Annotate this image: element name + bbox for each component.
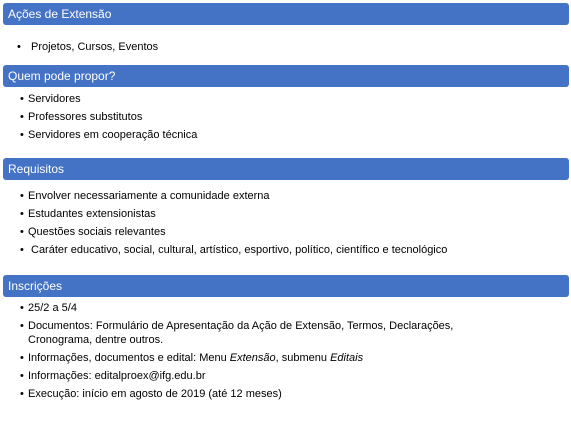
bullet: • [17, 41, 21, 53]
list-item-text: Documentos: Formulário de Apresentação da Ação de Extensão, Termos, Declarações, Cronograma, dentre outros. [28, 320, 454, 346]
list-item-text: Questões sociais relevantes [28, 226, 166, 238]
list-item [20, 90, 197, 108]
menu-name-emphasis: Extensão [229, 352, 276, 364]
list-item [20, 299, 540, 317]
section-header-requisitos [3, 158, 569, 180]
list-item-text: Caráter educativo, social, cultural, artístico, esportivo, político, científico e tecnológico [31, 244, 448, 256]
section-header-inscricoes [3, 275, 569, 297]
list-item [17, 38, 159, 56]
list-item [20, 385, 540, 403]
list-item-text [20, 349, 540, 367]
bullet: • [20, 352, 24, 364]
bullet: • [20, 320, 24, 332]
bullet: • [20, 226, 24, 238]
list-item-text: Envolver necessariamente a comunidade externa [28, 190, 270, 202]
list-item-text: 25/2 a 5/4 [28, 302, 77, 314]
list-item [20, 241, 447, 259]
list-item-text: Servidores em cooperação técnica [28, 129, 198, 141]
list-item-text: Informações: editalproex@ifg.edu.br [28, 370, 206, 382]
section-list-quem-pode-propor [20, 90, 197, 144]
list-item-text: Execução: início em agosto de 2019 (até 12 meses) [28, 388, 282, 400]
bullet: • [20, 190, 24, 202]
list-item-text: Estudantes extensionistas [28, 208, 156, 220]
section-title: Quem pode propor? [8, 69, 116, 83]
list-item [20, 187, 447, 205]
bullet: • [20, 129, 24, 141]
section-list-inscricoes [20, 299, 540, 403]
section-title: Inscrições [8, 279, 63, 293]
list-item [20, 367, 540, 385]
submenu-name-emphasis: Editais [330, 352, 364, 364]
bullet: • [20, 370, 24, 382]
list-item [20, 205, 447, 223]
list-item-text-part: , submenu [275, 352, 331, 364]
list-item-text-part: Informações, documentos e edital: Menu [28, 352, 230, 364]
bullet: • [20, 302, 24, 314]
bullet: • [20, 388, 24, 400]
list-item [20, 223, 447, 241]
section-title: Ações de Extensão [8, 7, 112, 21]
bullet: • [20, 244, 24, 256]
bullet: • [20, 111, 24, 123]
list-item [20, 317, 540, 349]
section-list-requisitos [20, 187, 447, 259]
list-item-text: Servidores [28, 93, 81, 105]
list-item-text: Projetos, Cursos, Eventos [31, 41, 159, 53]
bullet: • [20, 93, 24, 105]
list-item-text: Professores substitutos [28, 111, 143, 123]
bullet: • [20, 208, 24, 220]
section-title: Requisitos [8, 162, 65, 176]
list-item [20, 108, 197, 126]
list-item [20, 349, 540, 367]
list-item [20, 126, 197, 144]
section-header-acoes-extensao [3, 3, 569, 25]
section-list-acoes-extensao [17, 38, 159, 56]
section-header-quem-pode-propor [3, 65, 569, 87]
